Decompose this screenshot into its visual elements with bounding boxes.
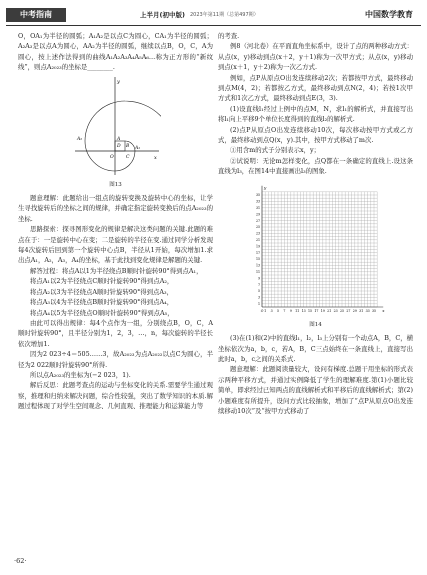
x-tick-label: 29 [352, 308, 357, 313]
paragraph: 将点A₁以2为半径绕点C顺时针旋转90°得到点A₂， [30, 277, 174, 286]
figure-13 [71, 75, 161, 179]
left-column [18, 31, 213, 412]
arc [85, 101, 125, 141]
x-tick-label: O [260, 308, 263, 313]
x-tick-label: 31 [358, 308, 363, 313]
x-tick-label: 3 [270, 308, 273, 313]
y-tick-label: 35 [255, 192, 260, 197]
paragraph: 因为2 023÷4＝505……3，故A₂₀₂₃为点A₂₀₂₂以点C为圆心，半径为2 022顺时针旋转90°所得. [18, 350, 213, 369]
paragraph: 将点A₂以3为半径绕点A顺时针旋转90°得到点A₃， [30, 287, 174, 296]
paragraph: (1)设直线l₁经过上例中的点M，N，求l₁的解析式，并直接写出将l₁向上平移9个单位长度得到的直线l₂的解析式. [218, 104, 413, 124]
arc [125, 101, 161, 151]
point-label-a2: A₂ [76, 136, 82, 142]
x-tick-label: 13 [301, 308, 306, 313]
paragraph: 由此可以得出规律：每4个点作为一组，分别绕点B，O，C，A顺时针旋转90°，且半径分别为1，2，3，…，n，每次旋转的半径长依次增加1. [18, 318, 213, 348]
column-name: 上半月(初中版) [140, 11, 185, 19]
x-tick-label: 17 [313, 308, 318, 313]
x-tick-label: 11 [294, 308, 299, 313]
x-tick-label: 5 [276, 308, 279, 313]
magazine-logo: 中考指南 [6, 8, 66, 22]
axis-label-y: y [116, 78, 120, 85]
x-tick-label: 15 [307, 308, 312, 313]
paragraph: 思路探索：探寻图形变化的规律是解决这类问题的关键.此题的难点在于：一是旋转中心在变；二是旋转的半径在变.通过同学分析发现每4次旋转后回到第一个旋转中心点B，半径从1开始，每次增加1.求出点A₁，A₂，A₃，A₄的坐标，基于此找到变化规律是解题的关键. [18, 225, 213, 265]
point-label-c: C [125, 154, 129, 160]
paragraph: (3)在(1)和(2)中的直线l₁，l₂，l₃上分别有一个动点A，B，C，横坐标依次为a，b，c，若A，B，C三点始终在一条直线上，直接写出此时a，b，c之间的关系式. [218, 334, 413, 363]
x-tick-label: 35 [371, 308, 376, 313]
y-tick-label: 1 [257, 301, 260, 306]
y-tick-label: 3 [257, 295, 260, 300]
y-tick-label: 11 [255, 269, 260, 274]
x-tick-label: 1 [263, 308, 266, 313]
x-tick-label: 21 [326, 308, 331, 313]
y-tick-label: 19 [255, 244, 260, 249]
y-tick-label: 29 [255, 212, 260, 217]
header-divider [6, 25, 421, 26]
y-tick-label: 23 [255, 231, 260, 236]
point-label-b: B [125, 143, 129, 149]
paragraph: O，OA₁为半径的圆弧；A₁A₂是以点C为圆心，CA₁为半径的圆弧；A₂A₃是以点A为圆心，AA₂为半径的圆弧，继续以点B，O，C，A为圆心，按上述作法得到的曲线A₁A₂A₃A₄A₅A₆…称为正方形的“新纹线”，则点A₂₀₂₃的坐标是________. [18, 32, 213, 72]
paragraph: 将点A₃以4为半径绕点B顺时针旋转90°得到点A₄， [30, 298, 174, 307]
y-tick-label: 27 [255, 218, 260, 223]
point-label-o: O [109, 154, 114, 160]
y-tick-label: 17 [255, 250, 260, 255]
y-tick-label: 25 [255, 224, 260, 229]
x-tick-label: 23 [333, 308, 338, 313]
x-tick-label: 19 [320, 308, 325, 313]
page-header [0, 0, 427, 26]
x-tick-label: 7 [282, 308, 285, 313]
x-tick-label: 25 [339, 308, 344, 313]
y-tick-label: 21 [255, 237, 260, 242]
arc [115, 151, 135, 171]
figure-caption: 图14 [309, 321, 322, 328]
paragraph: ②试说明：无论m怎样变化，点Q都在一条确定的直线上.设这条直线为l₃，在图14中直接画出l₃的图象. [218, 156, 413, 176]
point-label-a: A [116, 136, 120, 142]
y-tick-label: 7 [257, 282, 260, 287]
paragraph: 所以点A₂₀₂₃的坐标为(−2 023，1). [30, 370, 131, 379]
paragraph: 解答过程：将点A以1为半径绕点B顺时针旋转90°得到点A₁， [30, 266, 203, 275]
paragraph: 将点A₄以5为半径绕点O顺时针旋转90°得到点A₅， [30, 308, 174, 317]
paragraph: 题意理解：此题给出一组点的旋转变换及旋转中心的坐标，让学生寻找旋转后的坐标之间的规律，并确定指定旋转变换后的点A₂₀₂₃的坐标. [18, 194, 213, 223]
paragraph: 例8（河北卷）在平面直角坐标系中，设计了点的两种移动方式：从点(x，y)移动到点(x＋2，y＋1)称为一次甲方式；从点(x，y)移动到点(x＋1，y＋2)称为一次乙方式. [218, 42, 414, 72]
paragraph: 解后反思：此题考查点的运动与坐标变化的关系.需要学生通过观察，推理和归纳来解决问题，综合性较强，突出了数学知识的本质.解题过程体现了对学生空间观念、几何直观、推理能力和运算能力等 [18, 381, 213, 411]
y-tick-label: 9 [257, 276, 260, 281]
x-tick-label: 33 [365, 308, 370, 313]
paragraph: ①用含m的式子分别表示x，y； [230, 146, 320, 155]
axis-label-x: x [381, 307, 384, 313]
figure-caption: 图13 [109, 181, 122, 188]
right-column [218, 31, 413, 416]
y-tick-label: 33 [255, 199, 260, 204]
axis-label-y: y [263, 184, 266, 190]
paragraph: (2)点P从原点O出发连续移动10次，每次移动按甲方式或乙方式，最终移动到点Q(x，y).其中，按甲方式移动了m次. [218, 125, 413, 145]
y-tick-label: 13 [255, 263, 260, 268]
point-label-a1: A₁ [134, 145, 140, 151]
page-number: ·62· [14, 557, 27, 565]
figure-14 [246, 179, 386, 319]
paragraph: 题意理解：此题阅读量较大，设问有梯度.总题干用坐标的形式表示两种平移方式，并通过实例降低了学生的理解难度.第(1)小题比较简单，即求经过已知两点的直线解析式和平移后的直线解析式；第(2)小题难度有所提升，设问方式比较抽象，增加了“点P从原点O出发连续移动10次”及“按甲方式移动了 [218, 365, 413, 415]
issue-info: 2023年第11期（总第497期） [190, 12, 259, 18]
brand-name: 中国数学教育 [365, 9, 413, 19]
paragraph: 的考查. [218, 32, 240, 40]
point-label-d: D [116, 143, 121, 149]
paragraph: 例如，点P从原点O出发连续移动2次；若都按甲方式，最终移动到点M(4，2)；若都按乙方式，最终移动到点N(2，4)；若按1次甲方式和1次乙方式，最终移动到点E(3，3). [218, 73, 413, 103]
x-tick-label: 9 [289, 308, 292, 313]
y-tick-label: 31 [255, 205, 260, 210]
axis-label-x: x [153, 154, 157, 161]
x-tick-label: 27 [345, 308, 350, 313]
y-tick-label: 5 [257, 288, 260, 293]
y-tick-label: 15 [255, 256, 260, 261]
